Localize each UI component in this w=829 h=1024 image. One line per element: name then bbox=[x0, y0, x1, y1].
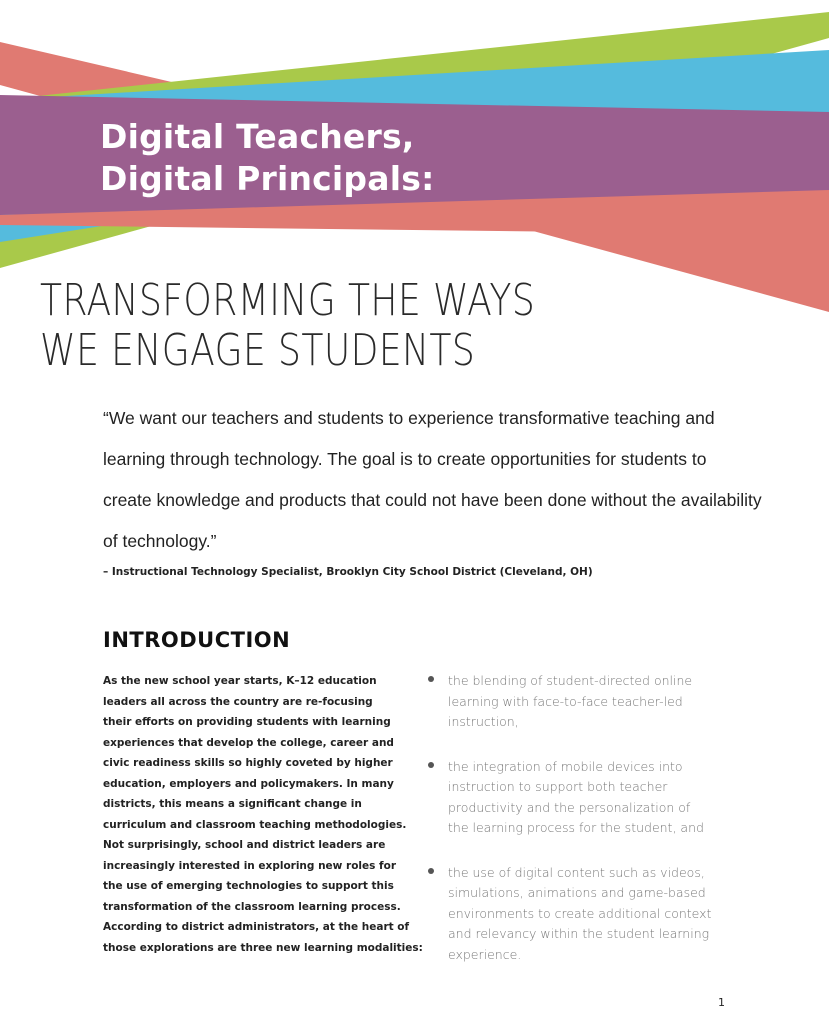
title-line: Digital Teachers, bbox=[100, 117, 415, 156]
list-item-line: productivity and the personalization of bbox=[448, 799, 691, 815]
intro-paragraph bbox=[103, 671, 423, 958]
section-heading: INTRODUCTION bbox=[103, 628, 291, 652]
list-item-line: environments to create additional context bbox=[448, 905, 712, 921]
paragraph-line: Not surprisingly, school and district leaders are bbox=[103, 839, 386, 851]
quote-line: of technology.” bbox=[103, 531, 217, 551]
list-item-line: the learning process for the student, and bbox=[448, 820, 704, 835]
modalities-list bbox=[428, 671, 728, 989]
list-item-line: the integration of mobile devices into bbox=[448, 758, 683, 774]
list-item-line: simulations, animations and game-based bbox=[448, 885, 706, 900]
list-item-line: and relevancy within the student learning bbox=[448, 926, 710, 941]
list-item-text bbox=[448, 671, 728, 733]
paragraph-line: those explorations are three new learning modalities: bbox=[103, 941, 423, 954]
bullet-icon bbox=[428, 868, 434, 874]
paragraph-line: curriculum and classroom teaching methodologies. bbox=[103, 818, 407, 831]
bullet-icon bbox=[428, 762, 434, 768]
list-item bbox=[428, 757, 728, 839]
list-item-text bbox=[448, 757, 728, 839]
quote-line: learning through technology. The goal is to create opportunities for students to bbox=[103, 449, 707, 469]
list-item-line: instruction to support both teacher bbox=[448, 779, 668, 794]
paragraph-line: transformation of the classroom learning process. bbox=[103, 900, 401, 913]
list-item-text bbox=[448, 863, 728, 966]
list-item-line: the blending of student-directed online bbox=[448, 673, 693, 688]
list-item-line: experience. bbox=[448, 946, 522, 962]
list-item bbox=[428, 863, 728, 966]
paragraph-line: leaders all across the country are re-focusing bbox=[103, 695, 373, 708]
paragraph-line: civic readiness skills so highly coveted by higher bbox=[103, 757, 393, 769]
subtitle-line: WE ENGAGE STUDENTS bbox=[40, 325, 476, 376]
paragraph-line: According to district administrators, at the heart of bbox=[103, 921, 410, 933]
paragraph-line: the use of emerging technologies to support this bbox=[103, 880, 394, 892]
page-subtitle bbox=[40, 276, 535, 376]
paragraph-line: districts, this means a significant change in bbox=[103, 798, 362, 810]
page-title bbox=[100, 116, 434, 200]
title-line: Digital Principals: bbox=[100, 159, 435, 198]
bullet-icon bbox=[428, 676, 434, 682]
quote-line: create knowledge and products that could not have been done without the availability bbox=[103, 490, 762, 510]
paragraph-line: increasingly interested in exploring new roles for bbox=[103, 859, 397, 872]
page-number: 1 bbox=[718, 996, 725, 1009]
paragraph-line: education, employers and policymakers. In many bbox=[103, 777, 394, 790]
list-item-line: learning with face-to-face teacher-led bbox=[448, 693, 683, 709]
quote-line: “We want our teachers and students to experience transformative teaching and bbox=[103, 408, 715, 428]
list-item-line: the use of digital content such as videos, bbox=[448, 864, 705, 880]
list-item bbox=[428, 671, 728, 733]
list-item-line: instruction, bbox=[448, 714, 519, 729]
paragraph-line: their efforts on providing students with learning bbox=[103, 716, 391, 728]
subtitle-line: TRANSFORMING THE WAYS bbox=[40, 275, 536, 326]
paragraph-line: As the new school year starts, K–12 education bbox=[103, 675, 377, 687]
pull-quote bbox=[103, 398, 762, 562]
quote-attribution: – Instructional Technology Specialist, Brooklyn City School District (Cleveland, OH) bbox=[103, 566, 593, 578]
paragraph-line: experiences that develop the college, career and bbox=[103, 736, 394, 749]
